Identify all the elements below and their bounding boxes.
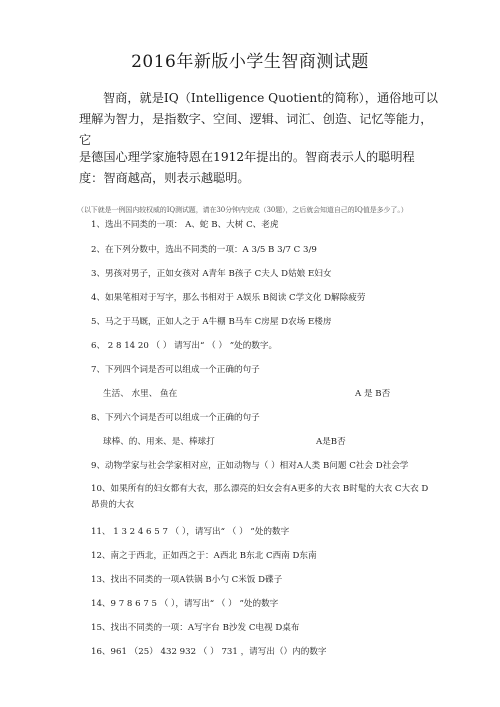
question-8-options: A是B否 — [316, 437, 346, 447]
question-5: 5、马之于马厩，正如人之于 A牛棚 B马车 C房屋 D农场 E楼房 — [91, 317, 332, 327]
question-12: 12、南之于西北，正如西之于：A西北 B东北 C西南 D东南 — [91, 551, 317, 561]
question-11: 11、 1 3 2 4 6 5 7 （ ），请写出“ （ ） ”处的数字 — [91, 527, 290, 537]
question-7-options: A 是 B否 — [355, 389, 391, 399]
question-10: 10、如果所有的妇女都有大衣，那么漂亮的妇女会有A更多的大衣 B时髦的大衣 C大衣 D昂贵的大衣 — [91, 484, 429, 510]
intro-paragraph-1: 智商，就是IQ（Intelligence Quotient的简称），通俗地可以理解为智力，是指数字、空间、逻辑、词汇、创造、记忆等能力，它 — [79, 91, 438, 147]
question-13: 13、找出不同类的一项A铁锅 B小勺 C米饭 D碟子 — [91, 575, 283, 585]
question-3: 3、男孩对男子，正如女孩对 A青年 B孩子 C夫人 D姑娘 E妇女 — [91, 269, 332, 279]
instruction-note: （以下就是一例国内较权威的IQ测试题，请在30分钟内完成（30题），之后就会知道自己的IQ值是多少了。） — [77, 206, 408, 214]
question-9: 9、动物学家与社会学家相对应，正如动物与（ ）相对A人类 B问题 C社会 D社会学 — [91, 461, 409, 471]
question-15: 15、找出不同类的一项：A写字台 B沙发 C电视 D桌布 — [91, 623, 300, 633]
question-1: 1、选出不同类的一项： A、蛇 B、大树 C、老虎 — [91, 220, 279, 230]
question-4: 4、如果笔相对于写字，那么书相对于 A娱乐 B阅读 C学文化 D解除疲劳 — [91, 293, 366, 303]
page-title: 2016年新版小学生智商测试题 — [131, 52, 369, 72]
question-7-words: 生活、 水里、 鱼在 — [103, 389, 178, 399]
question-6: 6、 2 8 14 20 （ ） 请写出“ （ ） ”处的数字。 — [91, 341, 278, 351]
question-14: 14、9 7 8 6 7 5 （ ），请写出“ （ ） ”处的数字 — [91, 599, 279, 609]
question-7: 7、下列四个词是否可以组成一个正确的句子 — [91, 365, 260, 375]
question-2: 2、在下列分数中，选出不同类的一项：A 3/5 B 3/7 C 3/9 — [91, 245, 317, 255]
question-8-words: 球棒、的、用来、是、棒球打 — [103, 437, 215, 447]
intro-paragraph-2: 是德国心理学家施特恩在1912年提出的。智商表示人的聪明程度：智商越高，则表示越聪明。 — [79, 150, 415, 185]
question-16: 16、961 （25） 432 932 （ ） 731 ，请写出（）内的数字 — [91, 647, 327, 657]
question-8: 8、下列六个词是否可以组成一个正确的句子 — [91, 413, 260, 423]
